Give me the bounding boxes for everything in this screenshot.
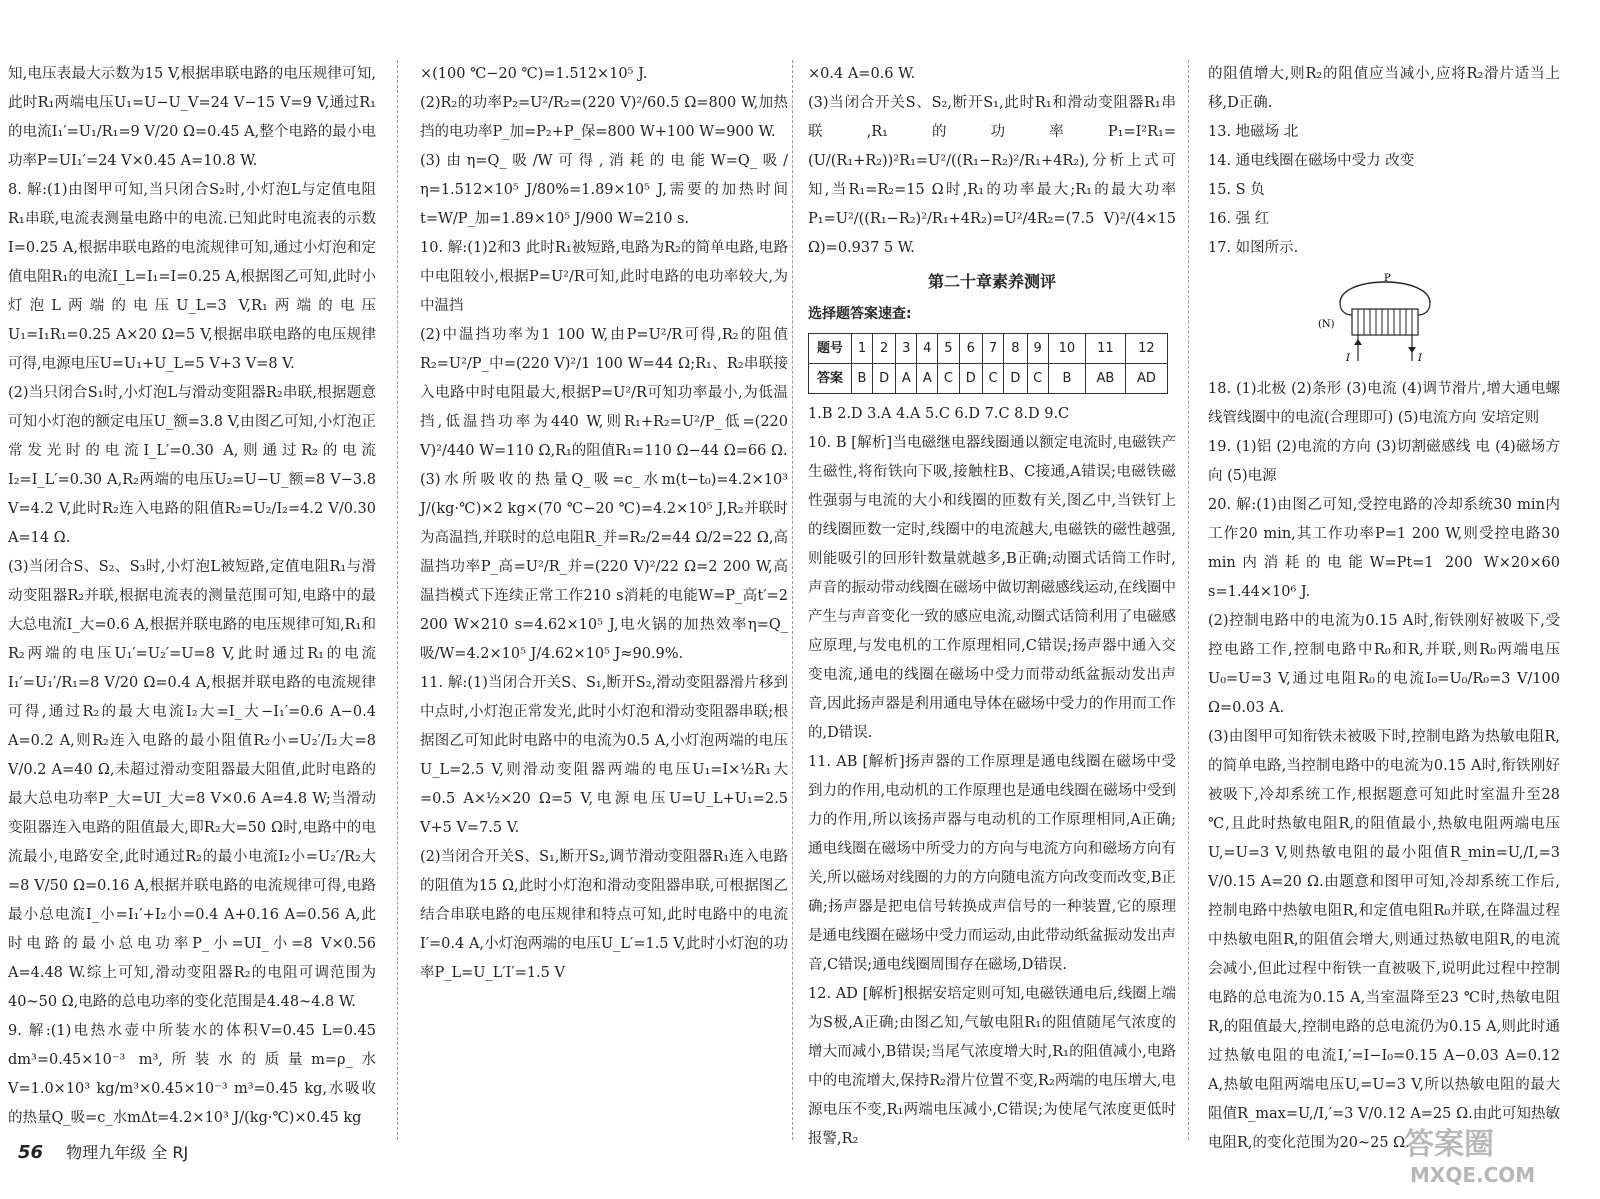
paragraph: 20. 解:(1)由图乙可知,受控电路的冷却系统30 min内工作20 min,其工作功率P=1 200 W,则受控电路30 min内消耗的电能W=Pt=1 200 W×20×60 s=1.44×10⁶ J. [1208, 497, 1560, 600]
paragraph: (2)当闭合开关S、S₁,断开S₂,调节滑动变阻器R₁连入电路的阻值为15 Ω,此时小灯泡和滑动变阻器串联,可根据图乙结合串联电路的电压规律和特点可知,此时电路中的电流I′=0.4 A,小灯泡两端的电压U_L′=1.5 V,此时小灯泡的功率P_L=U_L′I′=1.5 V [420, 849, 788, 981]
question-number-cell: 6 [959, 334, 982, 364]
question-number-cell: 10 [1048, 334, 1085, 364]
question-number-cell: 1 [852, 334, 873, 364]
label-i: I [1418, 353, 1422, 364]
answer-line: 17. 如图所示. [1208, 240, 1299, 256]
paragraph: (3)由η=Q_吸/W可得,消耗的电能W=Q_吸/η=1.512×10⁵ J/80%=1.89×10⁵ J,需要的加热时间t=W/P_加=1.89×10⁵ J/900 W=210 s. [420, 153, 788, 227]
question-number-cell: 11 [1086, 334, 1126, 364]
column-divider [792, 60, 793, 1140]
paragraph: (2)R₂的功率P₂=U²/R₂=(220 V)²/60.5 Ω=800 W,加热挡的电功率P_加=P₂+P_保=800 W+100 W=900 W. [420, 95, 788, 140]
svg-text:MXQE.COM: MXQE.COM [1410, 1163, 1536, 1187]
answer-cell: C [1027, 364, 1048, 394]
paragraph: (3)水所吸收的热量Q_吸=c_水m(t−t₀)=4.2×10³ J/(kg·℃)×2 kg×(70 ℃−20 ℃)=4.2×10⁵ J,R₂并联时为高温挡,并联时的总电阻R_并=R₂/2=44 Ω/2=22 Ω,高温挡功率P_高=U²/R_并=(220 V)²/22 Ω=2 200 W,高温挡模式下连续正常工作210 s消耗的电能W=P_高t′=2 200 W×210 s=4.62×10⁵ J,电火锅的加热效率η=Q_吸/W=4.2×10⁵ J/4.62×10⁵ J≈90.9%. [420, 472, 788, 662]
column-1 [8, 60, 376, 1130]
table-header: 题号 [809, 334, 852, 364]
column-2 [420, 60, 788, 1130]
answer-cell: D [959, 364, 982, 394]
svg-text:答案圈: 答案圈 [1404, 1127, 1494, 1162]
paragraph: (3)由图甲可知衔铁未被吸下时,控制电路为热敏电阻R,的简单电路,当控制电路中的电流为0.15 A时,衔铁刚好被吸下,冷却系统工作,根据题意可知此时室温升至28 ℃,且此时热敏电阻R,的阻值最小,热敏电阻两端电压U,=U=3 V,则热敏电阻的最小阻值R_min=U,/I,=3 V/0.15 A=20 Ω.由题意和图甲可知,冷却系统工作后,控制电路中热敏电阻R,和定值电阻R₀并联,在降温过程中热敏电阻R,的阻值会增大,则通过热敏电阻R,的电流会减小,但此过程中衔铁一直被吸下,说明此过程中控制电路的总电流为0.15 A,当室温降至23 ℃时,热敏电阻R,的阻值最大,控制电路的总电流仍为0.15 A,则此时通过热敏电阻的电流I,′=I−I₀=0.15 A−0.03 A=0.12 A,热敏电阻两端电压U,=U=3 V,所以热敏电阻的最大阻值R_max=U,/I,′=3 V/0.12 A=25 Ω.由此可知热敏电阻R,的变化范围为20~25 Ω. [1208, 729, 1560, 1151]
column-divider [1188, 60, 1189, 1140]
paragraph: (3)当闭合S、S₂、S₃时,小灯泡L被短路,定值电阻R₁与滑动变阻器R₂并联,根据电流表的测量范围可知,电路中的最大总电流I_大=0.6 A,根据并联电路的电压规律可知,R₁和R₂两端的电压U₁′=U₂′=U=8 V,此时通过R₁的电流I₁′=U₁′/R₁=8 V/20 Ω=0.4 A,根据并联电路的电流规律可得,通过R₂的最大电流I₂大=I_大−I₁′=0.6 A−0.4 A=0.2 A,则R₂连入电路的最小阻值R₂小=U₂′/I₂大=8 V/0.2 A=40 Ω,未超过滑动变阻器最大阻值,此时电路的最大总电功率P_大=UI_大=8 V×0.6 A=4.8 W;当滑动变阻器连入电路的阻值最大,即R₂大=50 Ω时,电路中的电流最小,电路安全,此时通过R₂的最小电流I₂小=U₂′/R₂大=8 V/50 Ω=0.16 A,根据并联电路的电流规律可得,电路最小总电流I_小=I₁′+I₂小=0.4 A+0.16 A=0.56 A,此时电路的最小总电功率P_小=UI_小=8 V×0.56 A=4.48 W.综上可知,滑动变阻器R₂的电阻可调范围为40~50 Ω,电路的总电功率的变化范围是4.48~4.8 W. [8, 559, 376, 1010]
answer-table [808, 333, 1168, 394]
answer-cell: B [852, 364, 873, 394]
paragraph: ×0.4 A=0.6 W. [808, 66, 916, 82]
paragraph: 11. AB [解析]扬声器的工作原理是通电线圈在磁场中受到力的作用,电动机的工作原理也是通电线圈在磁场中受到力的作用,所以该扬声器与电动机的工作原理相同,A正确;通电线圈在磁场中所受力的方向与电流方向和磁场方向有关,所以磁场对线圈的力的方向随电流方向改变而改变,B正确;扬声器是把电信号转换成声信号的一种装置,它的原理是通电线圈在磁场中受力而运动,由此带动纸盆振动发出声音,C错误;通电线圈周围存在磁场,D错误. [808, 754, 1176, 973]
paragraph: (2)控制电路中的电流为0.15 A时,衔铁刚好被吸下,受控电路工作,控制电路中R₀和R,并联,则R₀两端电压U₀=U=3 V,通过电阻R₀的电流I₀=U₀/R₀=3 V/100 Ω=0.03 A. [1208, 613, 1560, 716]
paragraph: 10. 解:(1)2和3 此时R₁被短路,电路为R₂的简单电路,电路中电阻较小,根据P=U²/R可知,此时电路的电功率较大,为中温挡 [420, 240, 788, 314]
question-number-cell: 8 [1004, 334, 1027, 364]
answer-cell: A [896, 364, 917, 394]
label-i: I [1346, 353, 1350, 364]
answer-cell: D [1004, 364, 1027, 394]
current-arrow-icon [1354, 339, 1362, 345]
table-header: 答案 [809, 364, 852, 394]
paragraph: (2)当只闭合S₁时,小灯泡L与滑动变阻器R₂串联,根据题意可知小灯泡的额定电压U_额=3.8 V,由图乙可知,小灯泡正常发光时的电流I_L′=0.30 A,则通过R₂的电流I₂=I_L′=0.30 A,R₂两端的电压U₂=U−U_额=8 V−3.8 V=4.2 V,此时R₂连入电路的阻值R₂=U₂/I₂=4.2 V/0.30 A=14 Ω. [8, 385, 376, 546]
answer-cell: B [1048, 364, 1085, 394]
paragraph: 知,电压表最大示数为15 V,根据串联电路的电压规律可知,此时R₁两端电压U₁=U−U_V=24 V−15 V=9 V,通过R₁的电流I₁′=U₁/R₁=9 V/20 Ω=0.45 A,整个电路的最小电功率P=UI₁′=24 V×0.45 A=10.8 W. [8, 66, 376, 169]
paragraph: 1.B 2.D 3.A 4.A 5.C 6.D 7.C 8.D 9.C [808, 406, 1070, 422]
question-number-cell: 7 [982, 334, 1003, 364]
answer-cell: A [917, 364, 938, 394]
section-title: 第二十章素养测评 [927, 272, 1056, 291]
question-number-cell: 2 [873, 334, 896, 364]
label-p: P [1384, 273, 1391, 284]
paragraph: 11. 解:(1)当闭合开关S、S₁,断开S₂,滑动变阻器滑片移到中点时,小灯泡正常发光,此时小灯泡和滑动变阻器串联;根据图乙可知此时电路中的电流为0.5 A,小灯泡两端的电压U_L=2.5 V,则滑动变阻器两端的电压U₁=I×½R₁大=0.5 A×½×20 Ω=5 V,电源电压U=U_L+U₁=2.5 V+5 V=7.5 V. [420, 675, 788, 836]
paragraph: (2)中温挡功率为1 100 W,由P=U²/R可得,R₂的阻值R₂=U²/P_中=(220 V)²/1 100 W=44 Ω;R₁、R₂串联接入电路中时电阻最大,根据P=U²/R可知功率最小,为低温挡,低温挡功率为440 W,则R₁+R₂=U²/P_低=(220 V)²/440 W=110 Ω,R₁的阻值R₁=110 Ω−44 Ω=66 Ω. [420, 327, 788, 459]
answer-cell: AB [1086, 364, 1126, 394]
watermark-logo [1400, 1118, 1570, 1190]
page-number: 56 [18, 1142, 44, 1163]
question-number-cell: 4 [917, 334, 938, 364]
answer-cell: D [873, 364, 896, 394]
current-arrow-icon [1408, 347, 1416, 353]
page-footer [18, 1140, 188, 1163]
answer-cell: AD [1125, 364, 1167, 394]
question-number-cell: 5 [938, 334, 959, 364]
question-number-cell: 12 [1125, 334, 1167, 364]
answer-cell: C [982, 364, 1003, 394]
column-3 [808, 60, 1176, 1147]
paragraph: (3)当闭合开关S、S₂,断开S₁,此时R₁和滑动变阻器R₁串联,R₁的功率P₁=I²R₁=(U/(R₁+R₂))²R₁=U²/((R₁−R₂)²/R₁+4R₂),分析上式可知,当R₁=R₂=15 Ω时,R₁的功率最大;R₁的最大功率P₁=U²/((R₁−R₂)²/R₁+4R₂)=U²/4R₂=(7.5 V)²/(4×15 Ω)=0.937 5 W. [808, 95, 1176, 256]
paragraph: 8. 解:(1)由图甲可知,当只闭合S₂时,小灯泡L与定值电阻R₁串联,电流表测量电路中的电流.已知此时电流表的示数I=0.25 A,根据串联电路的电流规律可知,通过小灯泡和定值电阻R₁的电流I_L=I₁=I=0.25 A,根据图乙可知,此时小灯泡L两端的电压U_L=3 V,R₁两端的电压U₁=I₁R₁=0.25 A×20 Ω=5 V,根据串联电路的电压规律可得,电源电压U=U₁+U_L=5 V+3 V=8 V. [8, 182, 376, 372]
solenoid-diagram [1318, 269, 1448, 369]
book-label: 物理九年级 全 RJ [66, 1143, 189, 1162]
question-number-cell: 9 [1027, 334, 1048, 364]
paragraph: 的阻值增大,则R₂的阻值应当减小,应将R₂滑片适当上移,D正确. [1208, 66, 1560, 111]
answer-line: 18. (1)北极 (2)条形 (3)电流 (4)调节滑片,增大通电螺线管线圈中的电流(合理即可) (5)电流方向 安培定则 [1208, 381, 1560, 426]
answer-line: 15. S 负 [1208, 182, 1265, 198]
question-number-cell: 3 [896, 334, 917, 364]
answer-line: 19. (1)铝 (2)电流的方向 (3)切割磁感线 电 (4)磁场方向 (5)电源 [1208, 439, 1560, 484]
answer-cell: C [938, 364, 959, 394]
paragraph: 12. AD [解析]根据安培定则可知,电磁铁通电后,线圈上端为S极,A正确;由图乙知,气敏电阻R₁的阻值随尾气浓度的增大而减小,B错误;当尾气浓度增大时,R₁的阻值减小,电路中的电流增大,保持R₂滑片位置不变,R₂两端的电压增大,电源电压不变,R₁两端电压减小,C错误;为使尾气浓度更低时报警,R₂ [808, 986, 1176, 1147]
answer-line: 16. 强 红 [1208, 211, 1270, 227]
quick-check-label: 选择题答案速查: [808, 306, 912, 322]
answer-line: 14. 通电线圈在磁场中受力 改变 [1208, 153, 1415, 169]
label-n: (N) [1318, 319, 1335, 330]
answer-line: 13. 地磁场 北 [1208, 124, 1299, 140]
paragraph: 10. B [解析]当电磁继电器线圈通以额定电流时,电磁铁产生磁性,将衔铁向下吸,接触柱B、C接通,A错误;电磁铁磁性强弱与电流的大小和线圈的匝数有关,图乙中,当铁钉上的线圈匝数一定时,线圈中的电流越大,电磁铁的磁性越强,则能吸引的回形针数量就越多,B正确;动圈式话筒工作时,声音的振动带动线圈在磁场中做切割磁感线运动,在线圈中产生与声音变化一致的感应电流,动圈式话筒利用了电磁感应原理,与发电机的工作原理相同,C错误;扬声器中通入交变电流,通电的线圈在磁场中受力而带动纸盆振动发出声音,因此扬声器是利用通电导体在磁场中受力的作用而工作的,D错误. [808, 435, 1176, 741]
column-divider [397, 60, 398, 1140]
paragraph: ×(100 ℃−20 ℃)=1.512×10⁵ J. [420, 66, 648, 82]
paragraph: 9. 解:(1)电热水壶中所装水的体积V=0.45 L=0.45 dm³=0.45×10⁻³ m³,所装水的质量m=ρ_水V=1.0×10³ kg/m³×0.45×10⁻³ m³=0.45 kg,水吸收的热量Q_吸=c_水mΔt=4.2×10³ J/(kg·℃)×0.45 kg [8, 1023, 376, 1126]
